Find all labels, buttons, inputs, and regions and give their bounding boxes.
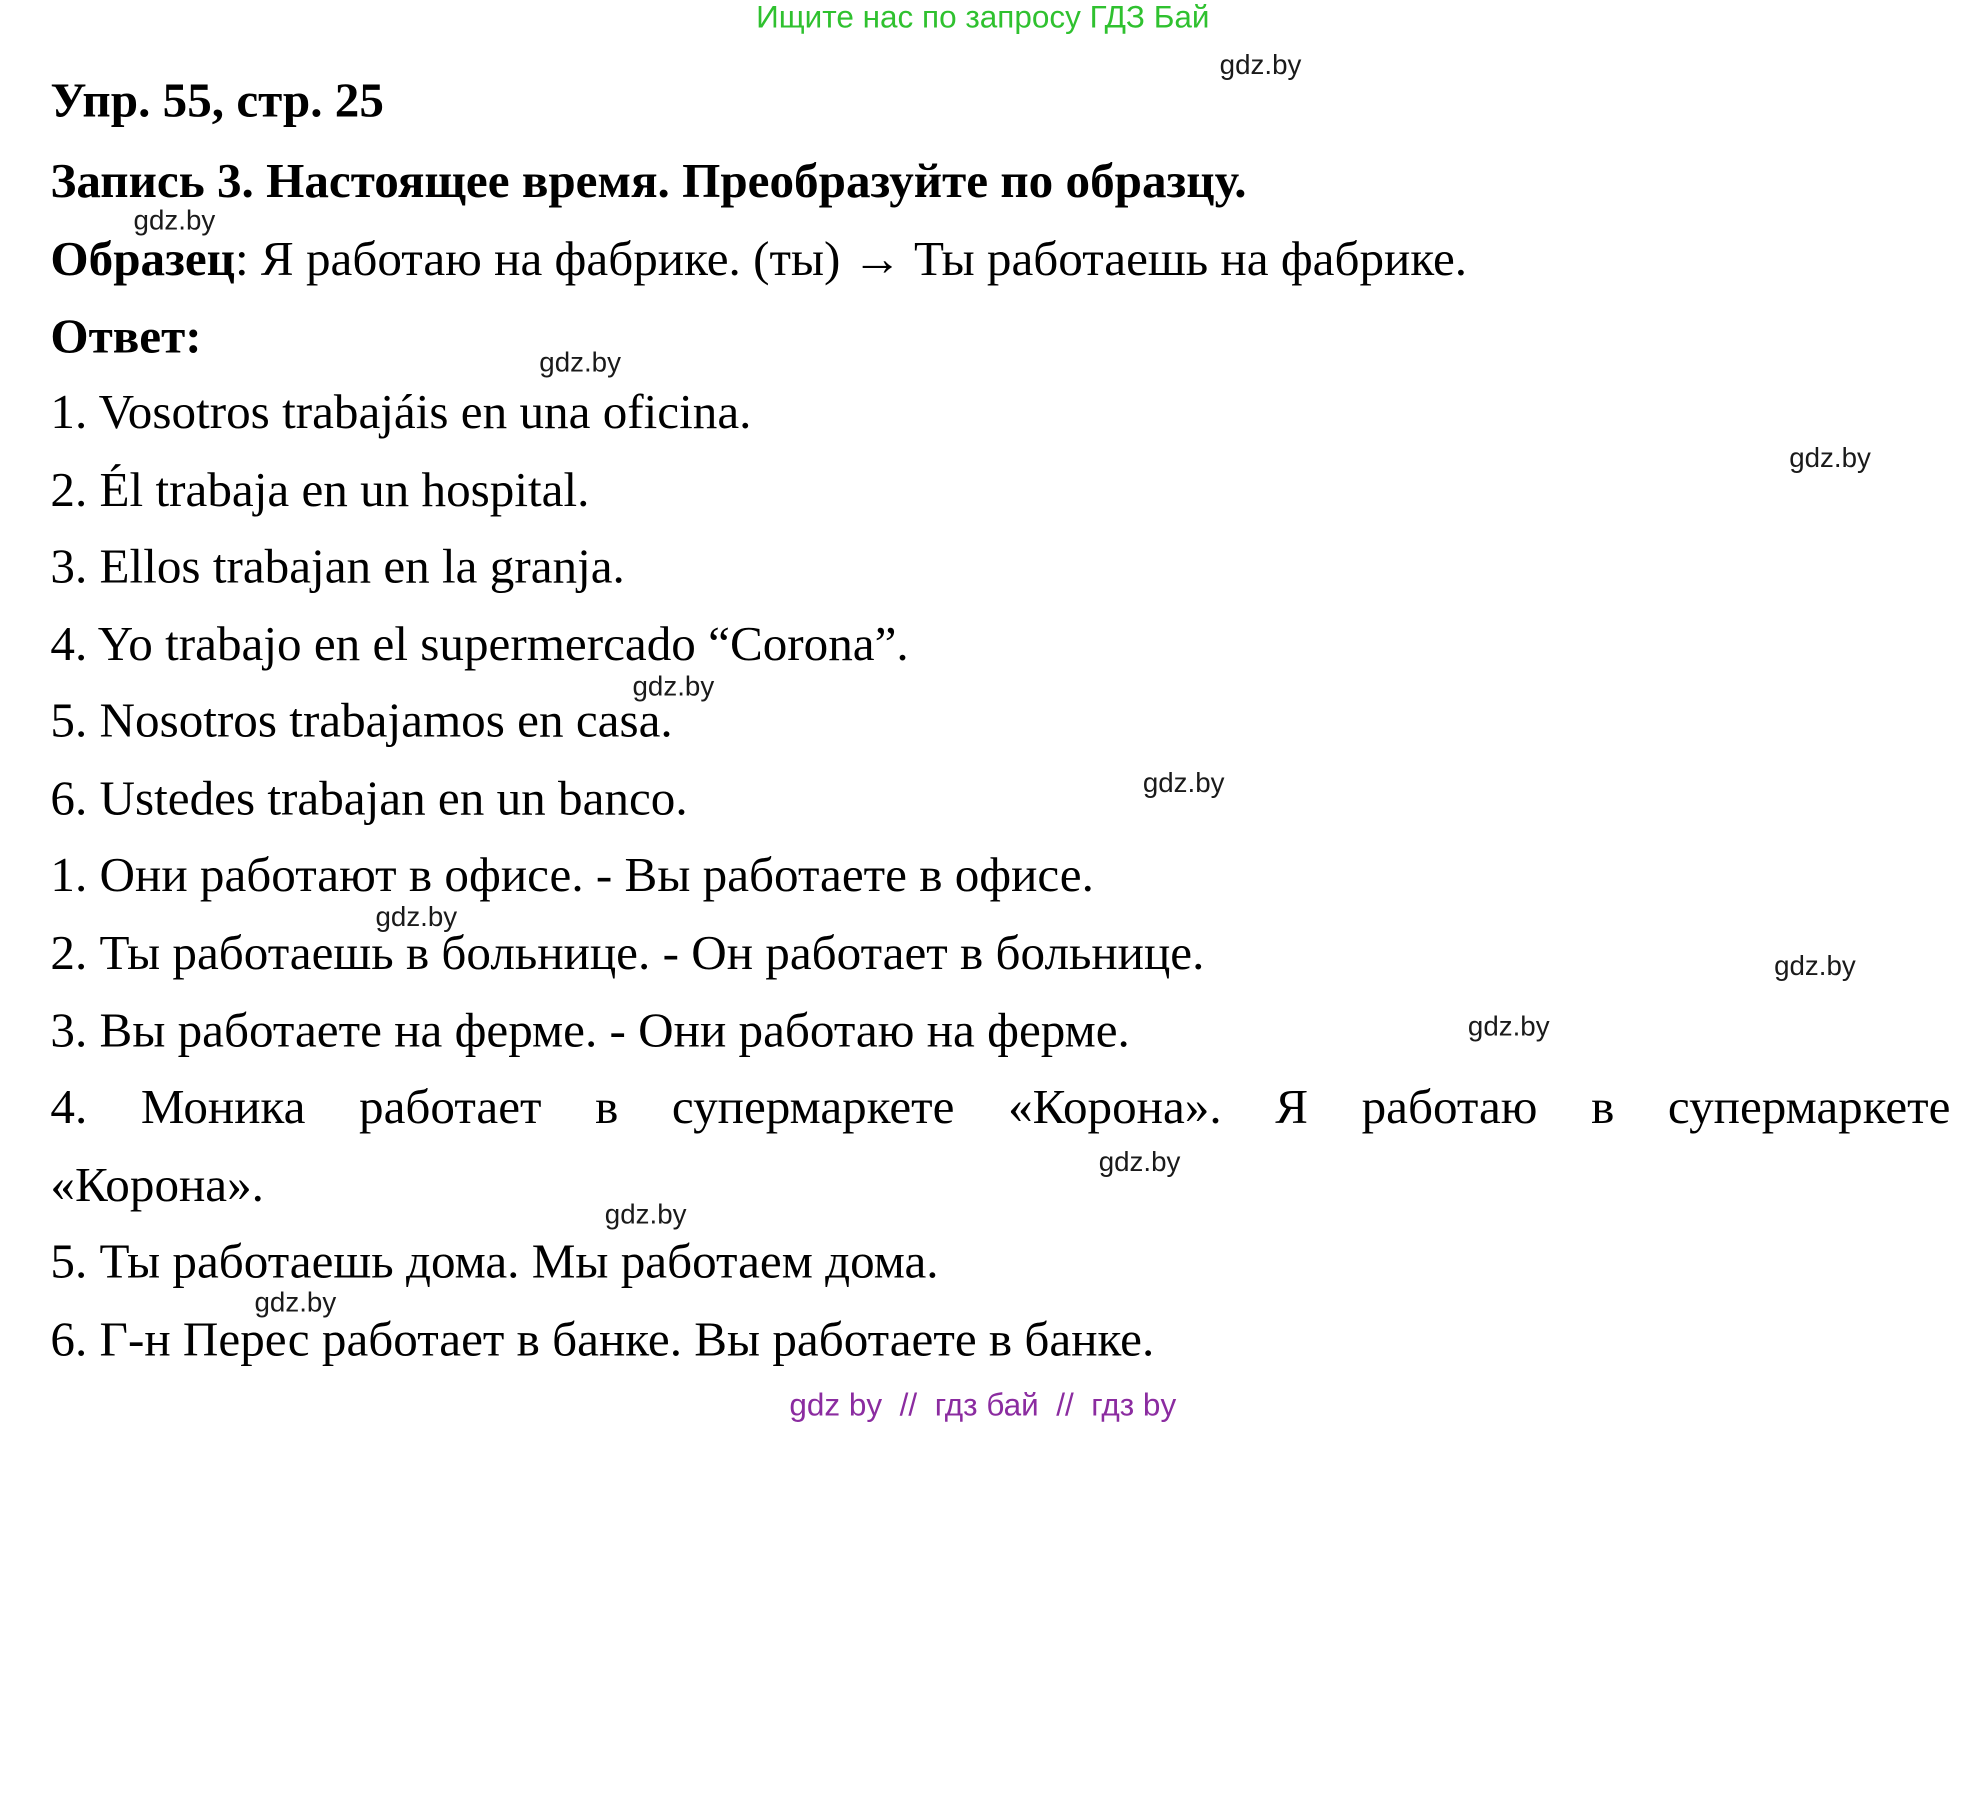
answer-label: Ответ: <box>50 309 202 364</box>
watermark: gdz.by <box>632 670 715 702</box>
spanish-answer-2: 2. Él trabaja en un hospital. <box>50 463 590 518</box>
watermark: gdz.by <box>539 346 621 378</box>
watermark: gdz.by <box>133 204 216 236</box>
russian-answer-1: 1. Они работают в офисе. - Вы работаете в офисе. <box>50 848 1094 903</box>
watermark: gdz.by <box>1098 1145 1181 1178</box>
top-banner: Ищите нас по запросу ГДЗ Бай <box>756 0 1210 36</box>
spanish-answer-3: 3. Ellos trabajan en la granja. <box>50 539 625 594</box>
russian-answer-4-continuation: «Корона». <box>50 1158 264 1213</box>
russian-answer-3: 3. Вы работаете на ферме. - Они работаю на ферме. <box>50 1004 1130 1058</box>
russian-answer-5: 5. Ты работаешь дома. Мы работаем дома. <box>50 1234 939 1289</box>
exercise-heading: Упр. 55, стр. 25 <box>50 74 384 129</box>
watermark: gdz.by <box>1467 1010 1550 1042</box>
watermark: gdz.by <box>1219 48 1302 81</box>
footer-links: gdz by // гдз бай // гдз by <box>789 1388 1177 1424</box>
spanish-answer-6: 6. Ustedes trabajan en un banco. <box>50 771 688 826</box>
watermark: gdz.by <box>604 1198 687 1230</box>
spanish-answer-4: 4. Yo trabajo en el supermercado “Corona”. <box>50 617 909 672</box>
watermark: gdz.by <box>1142 766 1225 799</box>
watermark: gdz.by <box>375 901 458 933</box>
task-instruction: Запись 3. Настоящее время. Преобразуйте по образцу. <box>50 154 1247 209</box>
example-line <box>50 231 1467 289</box>
russian-answer-2: 2. Ты работаешь в больнице. - Он работает в больнице. <box>50 926 1205 981</box>
russian-answer-4: 4. Моника работает в супермаркете «Корона». Я работаю в супермаркете <box>50 1080 1951 1135</box>
watermark: gdz.by <box>1774 950 1856 982</box>
example-text: : Я работаю на фабрике. (ты) → Ты работаешь на фабрике. <box>234 232 1468 287</box>
example-label: Образец <box>50 232 235 287</box>
spanish-answer-5: 5. Nosotros trabajamos en casa. <box>50 694 673 748</box>
watermark: gdz.by <box>254 1286 337 1318</box>
spanish-answer-1: 1. Vosotros trabajáis en una oficina. <box>50 385 752 440</box>
watermark: gdz.by <box>1789 441 1871 474</box>
russian-answer-6: 6. Г-н Перес работает в банке. Вы работаете в банке. <box>50 1312 1155 1367</box>
